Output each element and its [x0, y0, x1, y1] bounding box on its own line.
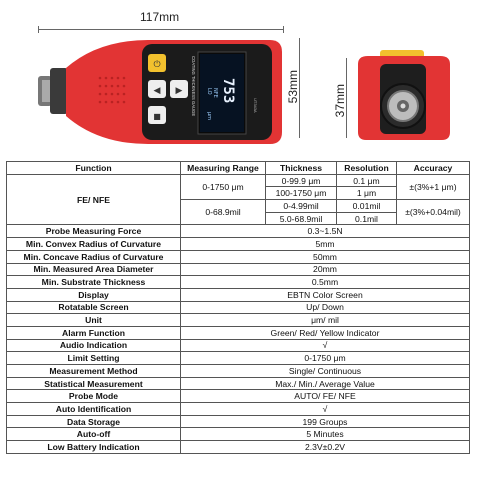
range-mil: 0-68.9mil — [181, 200, 266, 225]
table-row — [7, 428, 470, 441]
display-probe: NFE — [212, 88, 218, 98]
value-cell: 0.5mm — [181, 276, 470, 289]
header-accuracy: Accuracy — [397, 162, 470, 175]
feature-cell: Measurement Method — [7, 365, 181, 378]
value-cell: 0-1750 μm — [181, 352, 470, 365]
value-cell: 50mm — [181, 250, 470, 263]
table-row — [7, 301, 470, 314]
table-row — [7, 250, 470, 263]
feature-cell: Probe Mode — [7, 390, 181, 403]
value-cell: Single/ Continuous — [181, 365, 470, 378]
table-row — [7, 174, 470, 187]
height-dimension-label: 53mm — [286, 70, 300, 104]
table-row — [7, 415, 470, 428]
accuracy-mil: ±(3%+0.04mil) — [397, 200, 470, 225]
table-row — [7, 276, 470, 289]
feature-cell: Auto-off — [7, 428, 181, 441]
feature-cell: Audio Indication — [7, 339, 181, 352]
value-cell: AUTO/ FE/ NFE — [181, 390, 470, 403]
svg-text:■: ■ — [153, 112, 161, 121]
accuracy-um: ±(3%+1 μm) — [397, 174, 470, 199]
header-function: Function — [7, 162, 181, 175]
value-cell: Max./ Min./ Average Value — [181, 377, 470, 390]
feature-cell: Unit — [7, 314, 181, 327]
table-row — [7, 377, 470, 390]
feature-cell: Min. Substrate Thickness — [7, 276, 181, 289]
feature-cell: Alarm Function — [7, 326, 181, 339]
thickness-cell: 5.0-68.9mil — [266, 212, 337, 225]
resolution-cell: 1 μm — [337, 187, 397, 200]
svg-text:◀: ◀ — [153, 86, 161, 96]
table-row — [7, 225, 470, 238]
display-mode: LO — [206, 88, 212, 95]
value-cell: 5mm — [181, 238, 470, 251]
value-cell: 0.3~1.5N — [181, 225, 470, 238]
value-cell: 5 Minutes — [181, 428, 470, 441]
feature-cell: Min. Convex Radius of Curvature — [7, 238, 181, 251]
thickness-cell: 0-99.9 μm — [266, 174, 337, 187]
depth-dimension-label: 37mm — [333, 84, 347, 118]
table-row — [7, 314, 470, 327]
range-um: 0-1750 μm — [181, 174, 266, 199]
feature-cell: Probe Measuring Force — [7, 225, 181, 238]
table-header-row — [7, 162, 470, 175]
display-reading: 753 — [220, 78, 236, 104]
display-unit: μm — [206, 112, 212, 121]
feature-cell: Statistical Measurement — [7, 377, 181, 390]
model-label: UT343A — [253, 98, 258, 113]
table-row — [7, 441, 470, 454]
probe-collar — [50, 68, 68, 114]
header-resolution: Resolution — [337, 162, 397, 175]
table-row — [7, 365, 470, 378]
value-cell: √ — [181, 339, 470, 352]
feature-cell: Low Battery Indication — [7, 441, 181, 454]
feature-cell: Min. Concave Radius of Curvature — [7, 250, 181, 263]
thickness-cell: 0-4.99mil — [266, 200, 337, 213]
face-label: COATING THICKNESS GAUGE — [191, 56, 196, 117]
length-dimension-label: 117mm — [140, 10, 180, 24]
value-cell: 2.3V±0.2V — [181, 441, 470, 454]
value-cell: 199 Groups — [181, 415, 470, 428]
header-measuring-range: Measuring Range — [181, 162, 266, 175]
table-row — [7, 403, 470, 416]
feature-cell: Min. Measured Area Diameter — [7, 263, 181, 276]
gauge-front-view — [38, 38, 284, 146]
resolution-cell: 0.01mil — [337, 200, 397, 213]
table-row — [7, 263, 470, 276]
header-thickness: Thickness — [266, 162, 337, 175]
length-dimension-line — [38, 29, 284, 30]
value-cell: √ — [181, 403, 470, 416]
fe-nfe-label: FE/ NFE — [7, 174, 181, 225]
svg-text:▶: ▶ — [175, 86, 183, 96]
value-cell: EBTN Color Screen — [181, 288, 470, 301]
table-row — [7, 288, 470, 301]
resolution-cell: 0.1mil — [337, 212, 397, 225]
feature-cell: Data Storage — [7, 415, 181, 428]
feature-cell: Limit Setting — [7, 352, 181, 365]
feature-cell: Auto Identification — [7, 403, 181, 416]
value-cell: μm/ mil — [181, 314, 470, 327]
thickness-cell: 100-1750 μm — [266, 187, 337, 200]
svg-text:⏻: ⏻ — [153, 60, 161, 70]
table-row — [7, 326, 470, 339]
spec-table — [6, 161, 470, 454]
table-row — [7, 238, 470, 251]
feature-cell: Display — [7, 288, 181, 301]
resolution-cell: 0.1 μm — [337, 174, 397, 187]
table-row — [7, 339, 470, 352]
feature-cell: Rotatable Screen — [7, 301, 181, 314]
value-cell: Up/ Down — [181, 301, 470, 314]
value-cell: 20mm — [181, 263, 470, 276]
table-row — [7, 352, 470, 365]
table-row — [7, 390, 470, 403]
value-cell: Green/ Red/ Yellow Indicator — [181, 326, 470, 339]
gauge-side-view — [350, 46, 460, 142]
